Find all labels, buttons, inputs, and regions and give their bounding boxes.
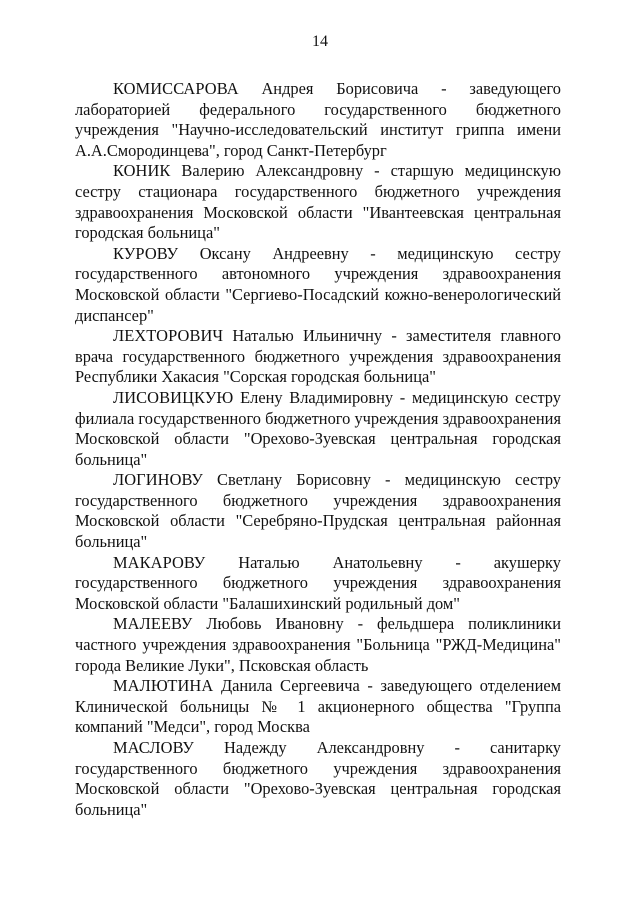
entry-text: Оксану Андреевну - медицинскую сестру государственного автономного учреждения здравоохранения Московской области "Сергиево-Посадский кожно-венерологический диспансер" <box>75 243 561 325</box>
entry-text: Любовь Ивановну - фельдшера поликлиники частного учреждения здравоохранения "Больница "РЖД-Медицина" города Великие Луки", Псковская область <box>75 614 561 675</box>
entry-text: Надежду Александровну - санитарку государственного бюджетного учреждения здравоохранения Московской области "Орехово-Зуевская центральная городская больница" <box>75 738 561 819</box>
entry-surname: МАЛЕЕВУ <box>113 614 193 634</box>
entry-surname: МАСЛОВУ <box>113 738 194 757</box>
list-item <box>75 79 561 161</box>
entry-surname: МАЛЮТИНА <box>113 676 214 696</box>
list-item <box>75 676 561 738</box>
entry-text: Елену Владимировну - медицинскую сестру филиала государственного бюджетного учреждения здравоохранения Московской области "Орехово-Зуевская центральная городская больница" <box>75 387 561 469</box>
list-item <box>75 326 561 388</box>
page-number: 14 <box>312 33 328 50</box>
entry-surname: КУРОВУ <box>113 243 179 263</box>
entry-surname: КОМИССАРОВА <box>113 79 239 98</box>
entry-surname: ЛИСОВИЦКУЮ <box>113 387 234 407</box>
list-item <box>75 388 561 470</box>
entry-surname: МАКАРОВУ <box>113 552 206 572</box>
entry-text: Наталью Анатольевну - акушерку государственного бюджетного учреждения здравоохранения Московской области "Балашихинский родильный дом" <box>75 552 561 613</box>
entry-surname: ЛЕХТОРОВИЧ <box>113 326 224 346</box>
list-item <box>75 244 561 326</box>
entry-text: Андрея Борисовича - заведующего лабораторией федерального государственного бюджетного учреждения "Научно-исследовательский институт гриппа имени А.А.Смородинцева", город Санкт-Петербург <box>75 79 561 160</box>
entry-text: Светлану Борисовну - медицинскую сестру государственного бюджетного учреждения здравоохранения Московской области "Серебряно-Прудская центральная районная больница" <box>75 470 561 552</box>
entry-surname: ЛОГИНОВУ <box>113 470 203 490</box>
award-list <box>75 79 561 820</box>
list-item <box>75 553 561 615</box>
entry-text: Данила Сергеевича - заведующего отделением Клинической больницы № 1 акционерного общества "Группа компаний "Медси", город Москва <box>75 676 561 737</box>
entry-surname: КОНИК <box>113 161 171 181</box>
entry-text: Валерию Александровну - старшую медицинскую сестру стационара государственного бюджетного учреждения здравоохранения Московской области "Ивантеевская центральная городская больница" <box>75 161 561 243</box>
list-item <box>75 161 561 243</box>
list-item <box>75 470 561 552</box>
list-item <box>75 738 561 820</box>
list-item <box>75 614 561 676</box>
entry-text: Наталью Ильиничну - заместителя главного врача государственного бюджетного учреждения здравоохранения Республики Хакасия "Сорская городская больница" <box>75 326 561 387</box>
